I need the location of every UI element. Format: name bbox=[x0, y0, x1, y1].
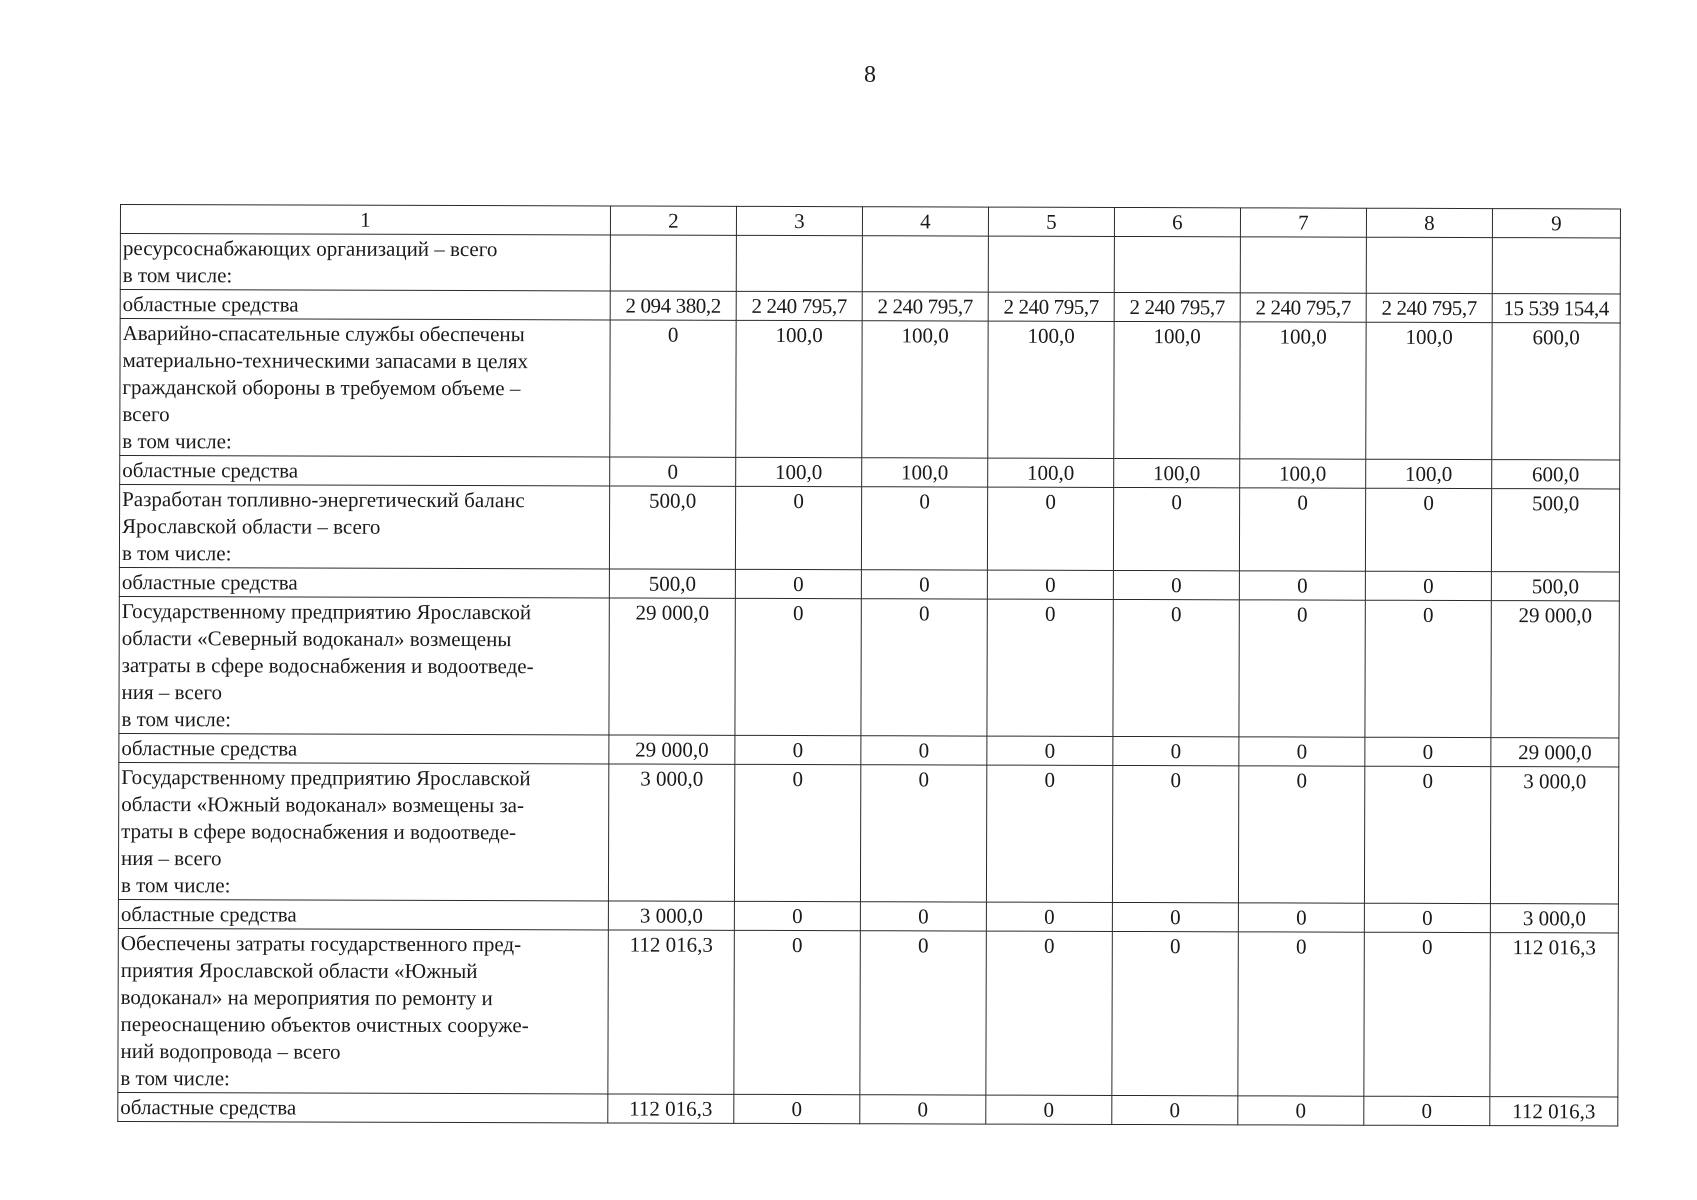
table-row bbox=[119, 733, 1619, 766]
value-cell: 2 240 795,7 bbox=[862, 292, 988, 321]
value-cell: 0 bbox=[860, 1095, 986, 1124]
value-cell: 100,0 bbox=[862, 321, 988, 458]
table-header bbox=[120, 205, 1620, 238]
row-label: Обеспечены затраты государственного пред- приятия Ярославской области «Южный водоканал» на мероприятия по ремонту и переоснащению объектов очистных сооруже- ний водопровода – всего в том числе: bbox=[118, 928, 608, 1093]
value-cell: 0 bbox=[1112, 931, 1238, 1095]
value-cell: 500,0 bbox=[609, 486, 735, 569]
header-row bbox=[120, 205, 1620, 238]
row-label: Государственному предприятию Ярославской области «Северный водоканал» возмещены затраты в сфере водоснабжения и водоотведе- ния – всего в том числе: bbox=[119, 596, 609, 734]
row-label: Государственному предприятию Ярославской области «Южный водоканал» возмещены за- траты в сфере водоснабжения и водоотведе- ния – всего в том числе: bbox=[118, 762, 608, 900]
value-cell: 100,0 bbox=[1366, 459, 1492, 488]
value-cell: 0 bbox=[861, 736, 987, 765]
header-cell: 3 bbox=[736, 206, 862, 235]
value-cell bbox=[1366, 237, 1492, 293]
value-cell: 0 bbox=[986, 765, 1112, 902]
header-cell: 7 bbox=[1240, 208, 1366, 237]
value-cell: 0 bbox=[734, 1094, 860, 1123]
value-cell: 0 bbox=[1113, 599, 1239, 736]
value-cell: 2 094 380,2 bbox=[610, 291, 736, 320]
value-cell: 3 000,0 bbox=[1490, 904, 1618, 933]
row-label: областные средства bbox=[119, 567, 609, 597]
value-cell: 0 bbox=[1238, 903, 1364, 932]
value-cell: 2 240 795,7 bbox=[1114, 292, 1240, 321]
value-cell: 0 bbox=[1238, 932, 1364, 1096]
value-cell: 29 000,0 bbox=[609, 598, 735, 735]
value-cell bbox=[736, 235, 862, 291]
value-cell: 100,0 bbox=[1240, 459, 1366, 488]
value-cell bbox=[862, 236, 988, 292]
header-cell: 2 bbox=[610, 206, 736, 235]
value-cell: 0 bbox=[1365, 600, 1491, 737]
header-cell: 5 bbox=[988, 207, 1114, 236]
value-cell: 0 bbox=[986, 902, 1112, 931]
value-cell: 100,0 bbox=[1366, 322, 1492, 459]
value-cell: 0 bbox=[1365, 571, 1491, 600]
table-row bbox=[118, 899, 1618, 932]
table-row bbox=[120, 290, 1620, 323]
table-row bbox=[120, 234, 1620, 294]
value-cell: 0 bbox=[1113, 487, 1239, 570]
value-cell: 2 240 795,7 bbox=[1366, 293, 1492, 322]
value-cell: 0 bbox=[734, 901, 860, 930]
table-row bbox=[119, 485, 1619, 572]
value-cell: 0 bbox=[987, 487, 1113, 570]
value-cell: 100,0 bbox=[736, 457, 862, 486]
value-cell: 100,0 bbox=[988, 458, 1114, 487]
table-row bbox=[119, 596, 1619, 737]
value-cell: 0 bbox=[610, 320, 736, 457]
value-cell: 0 bbox=[1239, 737, 1365, 766]
value-cell: 0 bbox=[1365, 488, 1491, 571]
value-cell: 0 bbox=[1364, 903, 1490, 932]
value-cell bbox=[988, 236, 1114, 292]
value-cell: 29 000,0 bbox=[1491, 738, 1619, 767]
value-cell: 2 240 795,7 bbox=[988, 292, 1114, 321]
value-cell: 0 bbox=[860, 931, 986, 1095]
value-cell: 100,0 bbox=[1114, 321, 1240, 458]
value-cell: 100,0 bbox=[1240, 322, 1366, 459]
row-label: областные средства bbox=[118, 1092, 608, 1122]
row-label: Аварийно-спасательные службы обеспечены материально-техническими запасами в целях гражданской обороны в требуемом объеме – всего в том числе: bbox=[120, 319, 610, 457]
value-cell: 29 000,0 bbox=[609, 735, 735, 764]
value-cell: 0 bbox=[1364, 1096, 1490, 1125]
page-number: 8 bbox=[864, 62, 876, 88]
value-cell: 0 bbox=[986, 1095, 1112, 1124]
row-label: ресурсоснабжающих организаций – всего в том числе: bbox=[120, 234, 610, 291]
row-label: областные средства bbox=[120, 290, 610, 320]
value-cell: 2 240 795,7 bbox=[736, 291, 862, 320]
value-cell: 500,0 bbox=[609, 569, 735, 598]
table-row bbox=[120, 456, 1620, 489]
value-cell: 0 bbox=[860, 765, 986, 902]
value-cell: 0 bbox=[735, 569, 861, 598]
value-cell: 0 bbox=[986, 931, 1112, 1095]
header-cell: 8 bbox=[1366, 208, 1492, 237]
value-cell: 0 bbox=[735, 486, 861, 569]
value-cell: 0 bbox=[987, 736, 1113, 765]
value-cell: 0 bbox=[1238, 1096, 1364, 1125]
value-cell: 500,0 bbox=[1491, 489, 1619, 572]
value-cell: 112 016,3 bbox=[608, 930, 734, 1094]
value-cell bbox=[610, 235, 736, 291]
table-row bbox=[119, 567, 1619, 600]
value-cell bbox=[1492, 238, 1620, 294]
value-cell: 0 bbox=[1364, 932, 1490, 1096]
value-cell: 0 bbox=[861, 487, 987, 570]
value-cell: 3 000,0 bbox=[1490, 767, 1618, 904]
table-row bbox=[118, 762, 1618, 903]
value-cell: 0 bbox=[735, 598, 861, 735]
value-cell: 0 bbox=[1365, 737, 1491, 766]
value-cell: 0 bbox=[860, 902, 986, 931]
value-cell bbox=[1240, 237, 1366, 293]
value-cell: 500,0 bbox=[1491, 572, 1619, 601]
value-cell bbox=[1114, 236, 1240, 292]
value-cell: 0 bbox=[861, 599, 987, 736]
table-row bbox=[118, 1092, 1618, 1125]
value-cell: 0 bbox=[861, 570, 987, 599]
value-cell: 0 bbox=[1239, 488, 1365, 571]
value-cell: 100,0 bbox=[1114, 458, 1240, 487]
table-row bbox=[118, 928, 1618, 1096]
row-label: областные средства bbox=[118, 899, 608, 929]
value-cell: 112 016,3 bbox=[608, 1094, 734, 1123]
value-cell: 0 bbox=[1239, 571, 1365, 600]
value-cell: 0 bbox=[987, 570, 1113, 599]
header-cell: 9 bbox=[1492, 209, 1620, 238]
value-cell: 0 bbox=[1364, 766, 1490, 903]
value-cell: 112 016,3 bbox=[1490, 933, 1618, 1097]
budget-table bbox=[117, 204, 1621, 1126]
value-cell: 0 bbox=[1238, 766, 1364, 903]
value-cell: 29 000,0 bbox=[1491, 601, 1619, 738]
row-label: областные средства bbox=[120, 456, 610, 486]
table-body bbox=[118, 234, 1621, 1126]
value-cell: 100,0 bbox=[736, 320, 862, 457]
value-cell: 0 bbox=[1112, 765, 1238, 902]
value-cell: 100,0 bbox=[862, 458, 988, 487]
value-cell: 15 539 154,4 bbox=[1492, 294, 1620, 323]
value-cell: 0 bbox=[1239, 600, 1365, 737]
row-label: Разработан топливно-энергетический баланс Ярославской области – всего в том числе: bbox=[119, 485, 609, 569]
value-cell: 3 000,0 bbox=[608, 901, 734, 930]
value-cell: 0 bbox=[734, 764, 860, 901]
value-cell: 600,0 bbox=[1492, 460, 1620, 489]
value-cell: 0 bbox=[610, 457, 736, 486]
header-cell: 6 bbox=[1114, 207, 1240, 236]
header-cell: 1 bbox=[120, 205, 610, 235]
value-cell: 0 bbox=[1113, 736, 1239, 765]
header-cell: 4 bbox=[862, 207, 988, 236]
value-cell: 0 bbox=[735, 735, 861, 764]
value-cell: 0 bbox=[1112, 902, 1238, 931]
value-cell: 2 240 795,7 bbox=[1240, 293, 1366, 322]
value-cell: 112 016,3 bbox=[1490, 1097, 1618, 1126]
value-cell: 3 000,0 bbox=[608, 764, 734, 901]
value-cell: 0 bbox=[1113, 570, 1239, 599]
value-cell: 0 bbox=[734, 930, 860, 1094]
table-row bbox=[120, 319, 1620, 460]
value-cell: 100,0 bbox=[988, 321, 1114, 458]
value-cell: 0 bbox=[987, 599, 1113, 736]
value-cell: 600,0 bbox=[1492, 323, 1620, 460]
row-label: областные средства bbox=[119, 733, 609, 763]
value-cell: 0 bbox=[1112, 1095, 1238, 1124]
